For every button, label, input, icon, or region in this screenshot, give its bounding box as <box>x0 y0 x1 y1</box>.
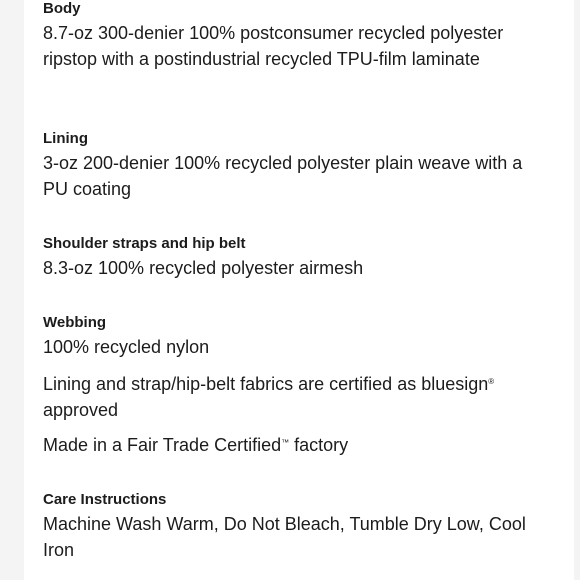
bluesign-text-after: approved <box>43 400 119 420</box>
fairtrade-text: Made in a Fair Trade Certified <box>43 435 282 455</box>
spec-heading: Lining <box>43 130 88 147</box>
spec-webbing <box>43 313 543 360</box>
spec-care <box>43 490 543 563</box>
right-gutter <box>574 0 580 580</box>
registered-mark: ® <box>488 377 495 386</box>
spec-text <box>43 432 543 458</box>
spec-heading: Care Instructions <box>43 491 167 508</box>
spec-text <box>43 371 543 423</box>
spec-bluesign <box>43 371 543 423</box>
bluesign-text: Lining and strap/hip-belt fabrics are certified as bluesign <box>43 374 489 394</box>
spec-heading: Webbing <box>43 314 107 331</box>
spec-lining <box>43 129 543 202</box>
fairtrade-text-after: factory <box>289 435 349 455</box>
trademark-mark: ™ <box>281 438 290 447</box>
left-gutter <box>0 0 24 580</box>
spec-text: 3-oz 200-denier 100% recycled polyester plain weave with a PU coating <box>43 153 523 199</box>
spec-fairtrade <box>43 432 543 458</box>
spec-heading: Shoulder straps and hip belt <box>43 235 246 252</box>
spec-text: 8.7-oz 300-denier 100% postconsumer recycled polyester ripstop with a postindustrial recycled TPU-film laminate <box>43 23 504 69</box>
spec-text: 100% recycled nylon <box>43 337 210 357</box>
spec-straps <box>43 234 543 281</box>
spec-text: 8.3-oz 100% recycled polyester airmesh <box>43 258 364 278</box>
spec-heading: Body <box>43 0 81 17</box>
spec-text: Machine Wash Warm, Do Not Bleach, Tumble Dry Low, Cool Iron <box>43 514 526 560</box>
spec-body <box>43 0 543 72</box>
